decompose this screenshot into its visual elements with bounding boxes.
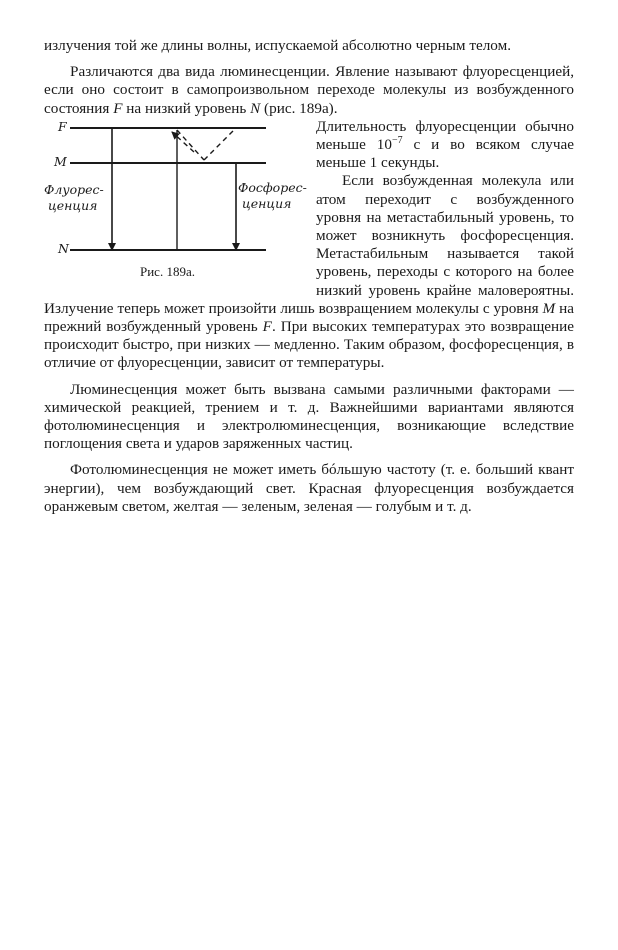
p2-symbol-N: N (250, 99, 261, 117)
dashed-transition-down (177, 130, 204, 160)
p2-text-d: Длительность флуоресценции обычно меньше 10 (316, 117, 574, 154)
phosphorescence-label-line2: ценция (242, 195, 292, 211)
dashed-transition-up (204, 130, 234, 160)
level-N-label: N (58, 240, 69, 256)
p2-text-a: Различаются два вида люминесценции. Явление называют флуоресценцией, если оно состоит в самопроизвольном переходе молекулы из возбужденного состояния (44, 63, 574, 117)
p2-text-e: с и во всяком случае меньше 1 секунды. (316, 136, 574, 172)
paragraph-1: излучения той же длины волны, испускаемой абсолютно черным телом. (44, 37, 511, 54)
dashed-arrow-up (172, 132, 194, 152)
p2-symbol-F: F (113, 99, 123, 117)
page-body (44, 37, 574, 516)
p2-exponent: −7 (391, 134, 403, 146)
p2-text-b: на низкий уровень (122, 99, 251, 117)
fluorescence-label-line2: ценция (48, 197, 98, 213)
phosphorescence-label-line1: Фосфорес- (238, 179, 307, 195)
p2-text-c: (рис. 189а). (260, 99, 338, 117)
paragraph-2 (44, 63, 574, 118)
level-F-label: F (58, 118, 67, 134)
paragraph-5: Фотолюминесценция не может иметь бóльшую частоту (т. е. больший квант энергии), чем возбуждающий свет. Красная флуоресценция возбуждается оранжевым светом, желтая — зеленым, зеленая — голубым и т. д. (44, 461, 574, 515)
p3-symbol-M: M (542, 299, 556, 317)
p3-text-c: . При высоких температурах это возвращение происходит быстро, при низких — медленно. Таким образом, фосфоресценция, в отличие от флуоресценции, зависит от температуры. (44, 318, 575, 372)
p3-text-a: Если возбужденная молекула или атом переходит с возбужденного уровня на метастабильный уровень, то может возникнуть фосфоресценция. Метастабильным называется такой уровень, переходы с которого на более низкий уровень крайне маловероятны. Излучение теперь может произойти лишь возвращением молекулы с уровня (44, 172, 574, 317)
fluorescence-label-line1: Флуорес- (44, 181, 104, 197)
paragraph-4: Люминесценция может быть вызвана самыми различными факторами — химической реакцией, трением и т. д. Важнейшими вариантами являются фотолюминесценция и электролюминесценция, возникающие вследствие поглощения света и ударов заряженных частиц. (44, 380, 574, 453)
p3-text-b: на прежний возбужденный уровень (44, 299, 574, 336)
level-M-label: M (54, 153, 67, 169)
p3-symbol-F: F (262, 318, 272, 336)
figure-189a (44, 120, 306, 284)
figure-caption: Рис. 189а. (140, 263, 195, 279)
